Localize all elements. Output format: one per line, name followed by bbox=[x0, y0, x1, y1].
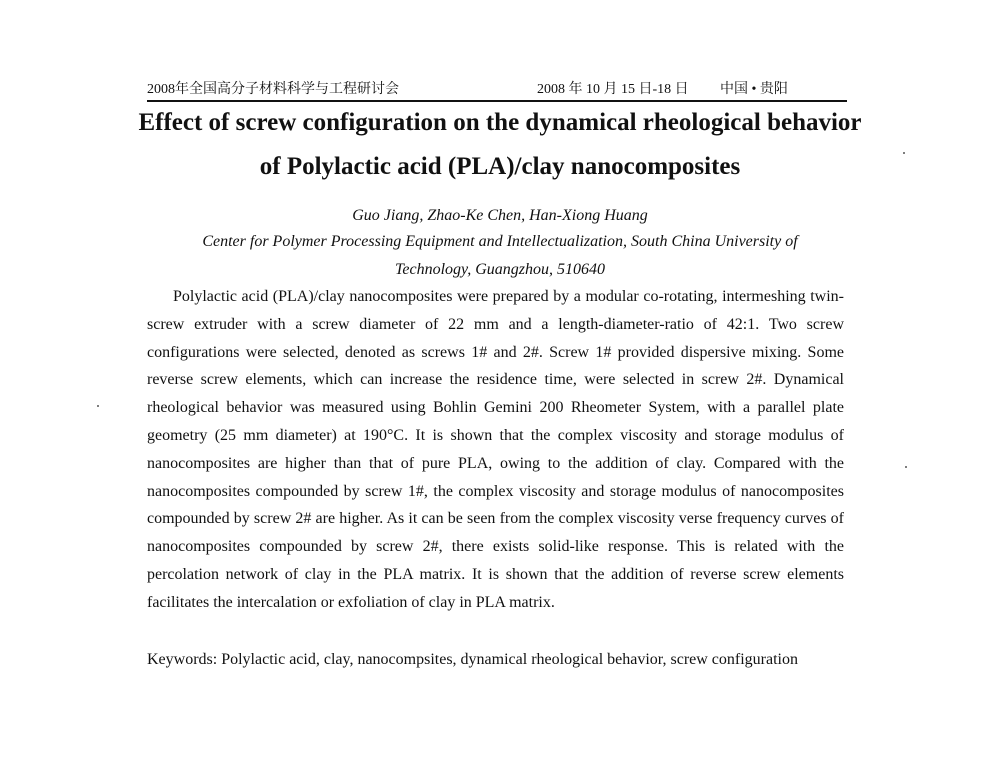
paper-authors: Guo Jiang, Zhao-Ke Chen, Han-Xiong Huang bbox=[352, 207, 648, 224]
paper-abstract: Polylactic acid (PLA)/clay nanocomposites were prepared by a modular co-rotating, intermeshing twin-screw extruder with a screw diameter of 22 mm and a length-diameter-ratio of 42:1. Two screw configurations were selected, denoted as screws 1# and 2#. Screw 1# provided dispersive mixing. Some reverse screw elements, which can increase the residence time, were selected in screw 2#. Dynamical rheological behavior was measured using Bohlin Gemini 200 Rheometer System, with a parallel plate geometry (25 mm diameter) at 190°C. It is shown that the complex viscosity and storage modulus of nanocomposites are higher than that of pure PLA, owing to the addition of clay. Compared with the nanocomposites compounded by screw 1#, the complex viscosity and storage modulus of nanocomposites compounded by screw 2# are higher. As it can be seen from the complex viscosity verse frequency curves of nanocomposites compounded by screw 2#, there exists solid-like response. This is related with the percolation network of clay in the PLA matrix. It is shown that the addition of reverse screw elements facilitates the intercalation or exfoliation of clay in PLA matrix. bbox=[147, 288, 844, 611]
scan-speck bbox=[97, 405, 99, 407]
paper-keywords: Keywords: Polylactic acid, clay, nanocompsites, dynamical rheological behavior, screw configuration bbox=[147, 651, 798, 668]
paper-title-line-2: of Polylactic acid (PLA)/clay nanocomposites bbox=[259, 153, 741, 180]
scan-speck bbox=[903, 152, 905, 154]
paper-affiliation-line-1: Center for Polymer Processing Equipment and Intellectualization, South China University of bbox=[202, 233, 798, 250]
paper-affiliation-line-2: Technology, Guangzhou, 510640 bbox=[394, 261, 606, 278]
header-location: 中国 • 贵阳 bbox=[720, 82, 788, 97]
header-rule bbox=[147, 100, 847, 102]
scan-speck bbox=[905, 466, 907, 468]
running-header bbox=[147, 80, 847, 100]
header-date: 2008 年 10 月 15 日-18 日 bbox=[537, 82, 689, 97]
header-conference: 2008年全国高分子材料科学与工程研讨会 bbox=[147, 82, 399, 97]
paper-title-line-1: Effect of screw configuration on the dynamical rheological behavior bbox=[138, 109, 862, 136]
